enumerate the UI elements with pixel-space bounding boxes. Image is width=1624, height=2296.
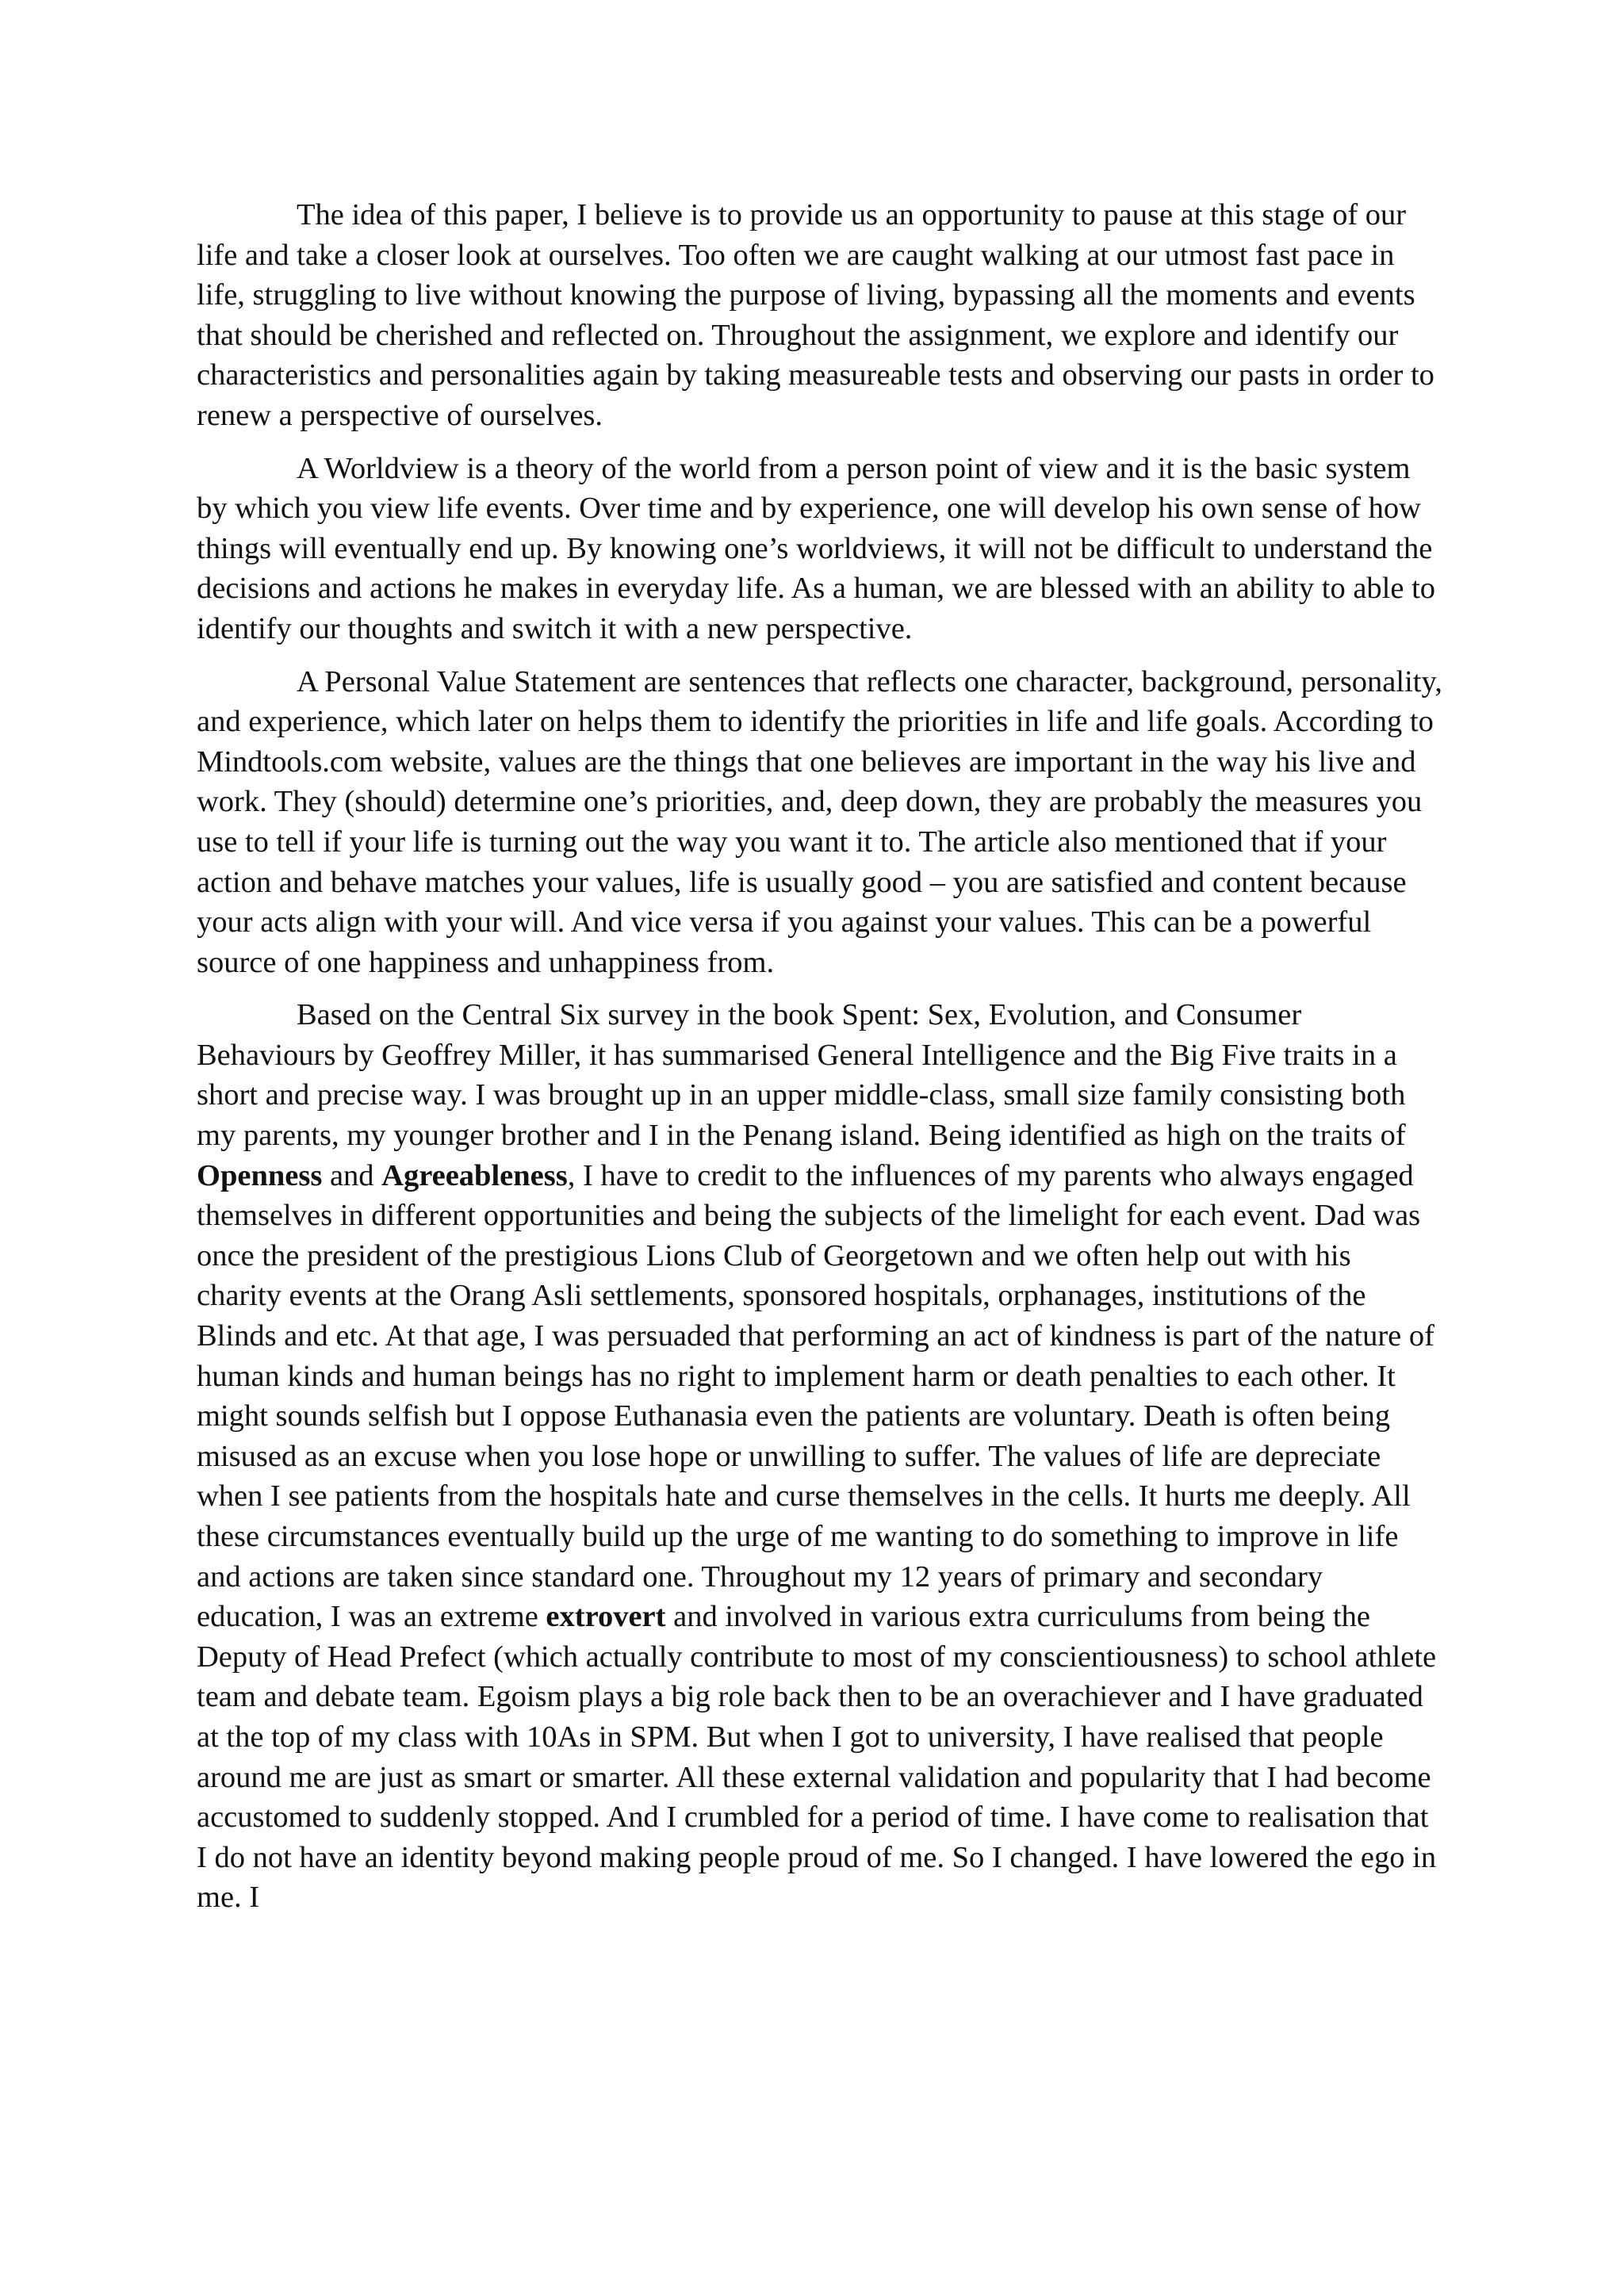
bold-term-agreeableness: Agreeableness: [381, 1158, 568, 1192]
paragraph-text: The idea of this paper, I believe is to provide us an opportunity to pause at this stage of our life and take a closer look at ourselves. Too often we are caught walking at our utmost fast pace in life, struggling to live without knowing the purpose of living, bypassing all the moments and events that should be cherished and reflected on. Throughout the assignment, we explore and identify our characteristics and personalities again by taking measureable tests and observing our pasts in order to renew a perspective of ourselves.: [197, 198, 1434, 432]
paragraph-text: and: [322, 1158, 382, 1192]
paragraph-text: A Worldview is a theory of the world from a person point of view and it is the basic system by which you view life events. Over time and by experience, one will develop his own sense of how things will eventually end up. By knowing one’s worldviews, it will not be difficult to understand the decisions and actions he makes in everyday life. As a human, we are blessed with an ability to able to identify our thoughts and switch it with a new perspective.: [197, 451, 1436, 645]
paragraph-text: A Personal Value Statement are sentences that reflects one character, background, personality, and experience, which later on helps them to identify the priorities in life and life goals. According to Mindtools.com website, values are the things that one believes are important in the way his live and work. They (should) determine one’s priorities, and, deep down, they are probably the measures you use to tell if your life is turning out the way you want it to. The article also mentioned that if your action and behave matches your values, life is usually good – you are satisfied and content because your acts align with your will. And vice versa if you against your values. This can be a powerful source of one happiness and unhappiness from.: [197, 664, 1442, 979]
paragraph-personal-value-statement: [197, 662, 1443, 983]
paragraph-intro: [197, 195, 1443, 436]
bold-term-openness: Openness: [197, 1158, 323, 1192]
paragraph-text: , I have to credit to the influences of my parents who always engaged themselves in different opportunities and being the subjects of the limelight for each event. Dad was once the president of the prestigious Lions Club of Georgetown and we often help out with his charity events at the Orang Asli settlements, sponsored hospitals, orphanages, institutions of the Blinds and etc. At that age, I was persuaded that performing an act of kindness is part of the nature of human kinds and human beings has no right to implement harm or death penalties to each other. It might sounds selfish but I oppose Euthanasia even the patients are voluntary. Death is often being misused as an excuse when you lose hope or unwilling to suffer. The values of life are depreciate when I see patients from the hospitals hate and curse themselves in the cells. It hurts me deeply. All these circumstances eventually build up the urge of me wanting to do something to improve in life and actions are taken since standard one. Throughout my 12 years of primary and secondary education, I was an extreme: [197, 1158, 1434, 1634]
document-body: [197, 195, 1443, 1931]
paragraph-worldview: [197, 449, 1443, 649]
paragraph-text: Based on the Central Six survey in the book Spent: Sex, Evolution, and Consumer Behaviours by Geoffrey Miller, it has summarised General Intelligence and the Big Five traits in a short and precise way. I was brought up in an upper middle-class, small size family consisting both my parents, my younger brother and I in the Penang island. Being identified as high on the traits of: [197, 998, 1406, 1153]
paragraph-text: and involved in various extra curriculums from being the Deputy of Head Prefect (which actually contribute to most of my conscientiousness) to school athlete team and debate team. Egoism plays a big role back then to be an overachiever and I have graduated at the top of my class with 10As in SPM. But when I got to university, I have realised that people around me are just as smart or smarter. All these external validation and popularity that I had become accustomed to suddenly stopped. And I crumbled for a period of time. I have come to realisation that I do not have an identity beyond making people proud of me. So I changed. I have lowered the ego in me. I: [197, 1600, 1437, 1915]
bold-term-extrovert: extrovert: [546, 1600, 666, 1634]
paragraph-central-six: [197, 995, 1443, 1918]
